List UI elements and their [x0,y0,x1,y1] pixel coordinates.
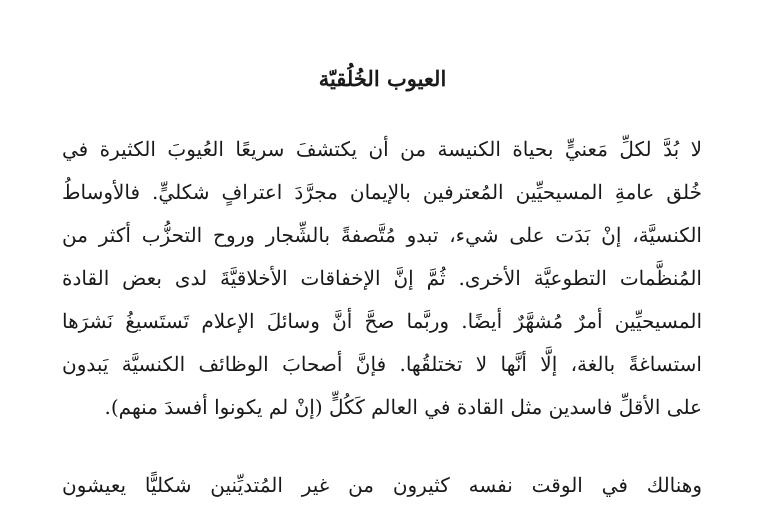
paragraph-1 [62,128,702,429]
text-line: خُلق عامةِ المسيحيِّين المُعترفين بالإيمان مجرَّدَ اعترافٍ شكليٍّ. فالأوساطُ [62,180,702,204]
text-line: استساغةً بالغة، إلَّا أنَّها لا تختلقُها. فإنَّ أصحابَ الوظائف الكنسيَّة يَبدون [62,352,702,376]
text-line: المُنظَّمات التطوعيَّة الأخرى. ثُمَّ إنَّ الإخفاقات الأخلاقيَّةَ لدى بعض القادة [62,266,702,290]
text-line: الكنسيَّة، إنْ بَدَت على شيء، تبدو مُتَّصفةً بالشِّجار وروح التحزُّب أكثر من [62,223,702,247]
text-line: وهنالك في الوقت نفسه كثيرون من غير المُتديِّنين شكليًّا يعيشون [62,473,702,497]
section-title: العيوب الخُلُقيّة [318,66,447,91]
text-line: المسيحيِّين أمرٌ مُشهَّرٌ أيضًا. وربَّما صحَّ أنَّ وسائلَ الإعلام تَستَسيغُ نَشرَها [62,309,702,333]
text-line: لا بُدَّ لكلِّ مَعنيٍّ بحياة الكنيسة من أن يكتشفَ سريعًا العُيوبَ الكثيرة في [62,137,702,161]
text-line: على الأقلِّ فاسدين مثل القادة في العالم كَكُلٍّ (إنْ لم يكونوا أفسدَ منهم). [104,395,702,419]
paragraph-2 [62,464,702,507]
